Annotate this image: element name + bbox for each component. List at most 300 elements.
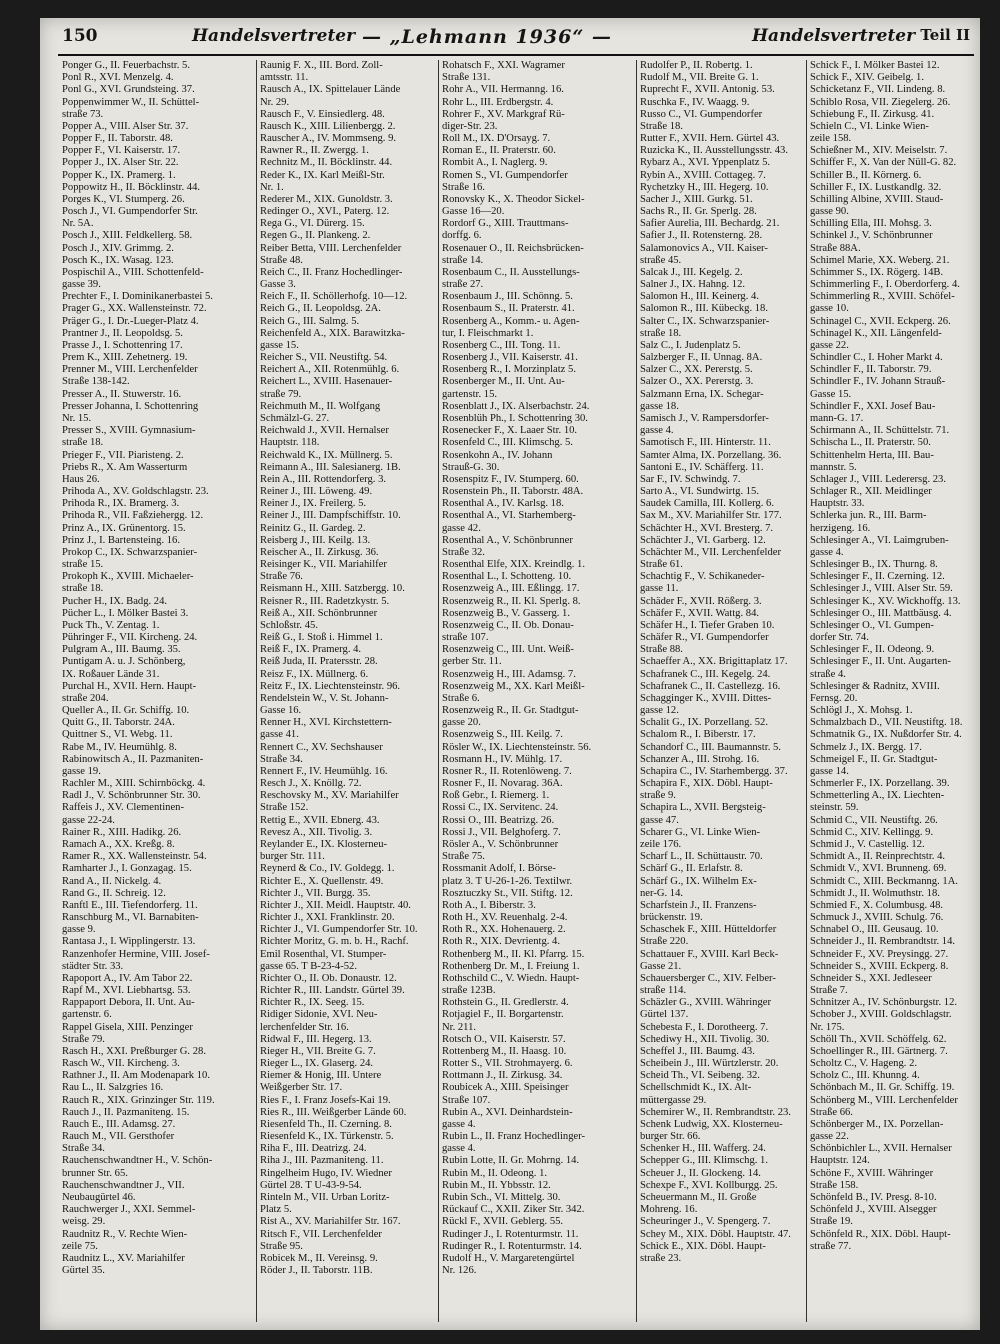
directory-entry-line: Rosenberg J., VII. Kaiserstr. 41. (442, 352, 578, 364)
section-title-right: Handelsvertreter (752, 26, 916, 46)
directory-entry-line: gasse 9. (62, 924, 96, 936)
directory-entry-line: Rosenfeld C., III. Klimschg. 5. (442, 437, 573, 449)
directory-entry-line: straße 18. (62, 583, 104, 595)
directory-entry-line: Prechter F., I. Dominikanerbastei 5. (62, 291, 213, 303)
directory-entry-line: Schenk Ludwig, XX. Klosterneu- (640, 1118, 783, 1130)
directory-entry-line: gasse 15. (260, 339, 299, 351)
directory-entry-line: Prenner M., VIII. Lerchenfelder (62, 364, 198, 376)
directory-entry-line: Schellschmidt K., IX. Alt- (640, 1082, 752, 1094)
directory-entry-line: Schmid C., VII. Neustiftg. 26. (810, 814, 938, 826)
directory-entry-line: Straße 107. (442, 1094, 491, 1106)
directory-entry-line: Renner H., XVI. Kirchstettern- (260, 717, 392, 729)
directory-entry-line: Schneider S., XXI. Jedleseer (810, 972, 932, 984)
directory-entry-line: Schiblo Rosa, VII. Ziegelerg. 26. (810, 96, 951, 108)
directory-entry-line: gasse 12. (640, 705, 679, 717)
directory-entry-line: Rückauf C., XXII. Ziker Str. 342. (442, 1204, 585, 1216)
directory-entry-line: Rohr A., VII. Hermanng. 16. (442, 84, 564, 96)
directory-entry-line: müttergasse 29. (640, 1094, 707, 1106)
directory-entry-line: Schlesinger A., VI. Laimgruben- (810, 534, 949, 546)
section-title-left: Handelsvertreter (192, 26, 356, 46)
directory-entry-line: Rawner R., II. Zwergg. 1. (260, 145, 369, 157)
directory-entry-line: Straße 32. (442, 546, 485, 558)
directory-entry-line: Röder J., II. Taborstr. 11B. (260, 1265, 373, 1277)
directory-entry-line: Schmelz J., IX. Bergg. 17. (810, 741, 922, 753)
directory-entry-line: Reisberg J., III. Keilg. 13. (260, 534, 371, 546)
directory-entry-line: Reiner J., III. Löweng. 49. (260, 486, 373, 498)
directory-entry-line: Rothenberg M., II. Kl. Pfarrg. 15. (442, 948, 585, 960)
directory-entry-line: gasse 20. (442, 717, 481, 729)
directory-entry-line: Rubin M., II. Ybbsstr. 12. (442, 1179, 551, 1191)
directory-entry-line: Puntigam A. u. J. Schönberg, (62, 656, 186, 668)
directory-entry-line: Rosenthal L., I. Schotteng. 10. (442, 571, 572, 583)
directory-column-2 (260, 60, 436, 1322)
column-divider (438, 60, 439, 1322)
directory-entry-line: Straße 220. (640, 936, 689, 948)
directory-entry-line: IX. Roßauer Lände 31. (62, 668, 160, 680)
directory-entry-line: Schindler F., IV. Johann Strauß- (810, 376, 946, 388)
directory-entry-line: Scheibein J., III. Würtzlerstr. 20. (640, 1058, 779, 1070)
directory-entry-line: Schiller F., IX. Lustkandlg. 32. (810, 181, 942, 193)
directory-entry-line: Gürtel 137. (640, 1009, 689, 1021)
directory-entry-line: brunner Str. 65. (62, 1167, 128, 1179)
directory-entry-line: straße 27. (442, 279, 484, 291)
directory-entry-line: Schober J., XVIII. Goldschlagstr. (810, 1009, 952, 1021)
directory-entry-line: Poppowitz H., II. Böcklinstr. 44. (62, 181, 201, 193)
directory-entry-line: straße 204. (62, 692, 109, 704)
directory-entry-line: Ruprecht F., XVII. Antonig. 53. (640, 84, 775, 96)
directory-entry-line: Präger G., I. Dr.-Lueger-Platz 4. (62, 315, 199, 327)
directory-entry-line: gasse 41. (260, 729, 299, 741)
directory-entry-line: Rosenbaum C., II. Ausstellungs- (442, 266, 580, 278)
directory-entry-line: Schimmerling F., I. Oberdorferg. 4. (810, 279, 960, 291)
directory-entry-line: Pucher H., IX. Badg. 24. (62, 595, 168, 607)
directory-entry-line: Riemer & Honig, III. Untere (260, 1070, 382, 1082)
directory-entry-line: Roß Gebr., I. Riemerg. 1. (442, 790, 550, 802)
directory-entry-line: Pulgram A., III. Baumg. 35. (62, 644, 181, 656)
directory-entry-line: Rubin L., II. Franz Hochedlinger- (442, 1131, 586, 1143)
directory-entry-line: Rutter F., XVII. Hern. Gürtel 43. (640, 133, 780, 145)
directory-entry-line: Salter C., IX. Schwarzspanier- (640, 315, 770, 327)
directory-entry-line: Schilling Albine, XVIII. Staud- (810, 193, 944, 205)
directory-entry-line: straße 79. (260, 388, 302, 400)
directory-entry-line: Schindler F., II. Taborstr. 79. (810, 364, 932, 376)
directory-entry-line: Reichwald K., IX. Müllnerg. 5. (260, 449, 393, 461)
directory-entry-line: brückenstr. 19. (640, 912, 703, 924)
directory-entry-line: Ridwal F., III. Hegerg. 13. (260, 1033, 372, 1045)
directory-entry-line: Raffeis J., XV. Clementinen- (62, 802, 185, 814)
directory-entry-line: Rau L., II. Salzgries 16. (62, 1082, 164, 1094)
directory-entry-line: Rosztuczky St., VII. Stiftg. 12. (442, 887, 573, 899)
directory-entry-line: Ruzicka K., II. Ausstellungsstr. 43. (640, 145, 789, 157)
directory-entry-line: Roth R., XX. Hohenauerg. 2. (442, 924, 566, 936)
directory-entry-line: gasse 4. (442, 1143, 476, 1155)
directory-entry-line: Rohr L., III. Erdbergstr. 4. (442, 96, 554, 108)
directory-entry-line: dorfer Str. 74. (810, 632, 869, 644)
directory-entry-line: Strauß-G. 30. (442, 461, 500, 473)
directory-entry-line: Reisz F., IX. Müllnerg. 6. (260, 668, 369, 680)
directory-entry-line: Pospischil A., VIII. Schottenfeld- (62, 266, 204, 278)
directory-entry-line: Riesenfeld Th., II. Czerning. 8. (260, 1118, 392, 1130)
directory-entry-line: Rückl F., XVII. Geblerg. 55. (442, 1216, 564, 1228)
directory-entry-line: Salzer O., XX. Pererstg. 3. (640, 376, 754, 388)
directory-entry-line: Nr. 175. (810, 1021, 845, 1033)
directory-entry-line: Salzer C., XX. Pererstg. 5. (640, 364, 753, 376)
directory-entry-line: Schenker H., III. Wafferg. 24. (640, 1143, 766, 1155)
directory-entry-line: Salamonovics A., VII. Kaiser- (640, 242, 768, 254)
directory-entry-line: Reichenfeld A., XIX. Barawitzka- (260, 327, 405, 339)
directory-entry-line: Rosenbaum J., III. Schönng. 5. (442, 291, 573, 303)
directory-entry-line: gartenstr. 15. (442, 388, 498, 400)
directory-entry-line: Reisinger K., VII. Mariahilfer (260, 559, 387, 571)
directory-entry-line: gasse 4. (442, 1118, 476, 1130)
directory-entry-line: Rand A., II. Nickelg. 4. (62, 875, 162, 887)
directory-entry-line: Schmidt J., II. Wolmuthstr. 18. (810, 887, 940, 899)
directory-entry-line: Rossi C., IX. Servitenc. 24. (442, 802, 559, 814)
directory-entry-line: Schagginger K., XVIII. Dittes- (640, 692, 772, 704)
directory-entry-line: Rosenzweig M., XX. Karl Meißl- (442, 680, 585, 692)
directory-entry-line: Rottmann J., II. Zirkusg. 34. (442, 1070, 563, 1082)
directory-entry-line: Redinger O., XVI., Paterg. 12. (260, 206, 390, 218)
part-label: Teil II (920, 26, 970, 44)
directory-entry-line: Rosenspitz F., IV. Stumperg. 60. (442, 473, 579, 485)
directory-entry-line: Rist A., XV. Mariahilfer Str. 167. (260, 1216, 401, 1228)
directory-entry-line: Rennert C., XV. Sechshauser (260, 741, 383, 753)
directory-entry-line: Ponger G., II. Feuerbachstr. 5. (62, 60, 190, 71)
directory-entry-line: Reisner R., III. Radetzkystr. 5. (260, 595, 390, 607)
directory-entry-line: Schächter H., XVI. Bresterg. 7. (640, 522, 774, 534)
directory-entry-line: straße 23. (640, 1252, 682, 1264)
directory-entry-line: burger Str. 111. (260, 851, 325, 863)
directory-entry-line: Prokoph K., XVIII. Michaeler- (62, 571, 194, 583)
directory-entry-line: Richter J., XII. Meidl. Hauptstr. 40. (260, 899, 411, 911)
directory-entry-line: Schimel Marie, XX. Weberg. 21. (810, 254, 950, 266)
directory-entry-line: Schneider F., XV. Preysingg. 27. (810, 948, 949, 960)
column-divider (256, 60, 257, 1322)
directory-entry-line: Schmuck J., XVIII. Schulg. 76. (810, 912, 944, 924)
directory-entry-line: Salzberger F., II. Unnag. 8A. (640, 352, 763, 364)
directory-entry-line: Schärf G., IX. Wilhelm Ex- (640, 875, 757, 887)
directory-entry-line: steinstr. 59. (810, 802, 859, 814)
directory-entry-line: Rapoport A., IV. Am Tabor 22. (62, 972, 193, 984)
directory-entry-line: Rauscher A., IV. Mommseng. 9. (260, 133, 397, 145)
directory-entry-line: Prieger F., VII. Piaristeng. 2. (62, 449, 184, 461)
directory-entry-line: Schmetterling A., IX. Liechten- (810, 790, 945, 802)
directory-entry-line: Schediwy H., XII. Tivolig. 30. (640, 1033, 770, 1045)
directory-entry-line: Puck Th., V. Zentag. 1. (62, 619, 160, 631)
directory-entry-line: Gasse 15. (810, 388, 852, 400)
directory-entry-line: Reylander E., IX. Klosterneu- (260, 839, 388, 850)
directory-entry-line: Schindler F., XXI. Josef Bau- (810, 400, 936, 412)
directory-entry-line: mann-G. 17. (810, 412, 864, 424)
directory-entry-line: diger-Str. 23. (442, 120, 498, 132)
directory-entry-line: Gasse 21. (640, 960, 682, 972)
directory-entry-line: Schnitzer A., IV. Schönburgstr. 12. (810, 997, 958, 1009)
directory-entry-line: Rauch R., XIX. Grinzinger Str. 119. (62, 1094, 215, 1106)
directory-entry-line: Rosenzweig H., III. Adamsg. 7. (442, 668, 576, 680)
directory-entry-line: Richter O., II. Ob. Donaustr. 12. (260, 972, 397, 984)
directory-entry-line: Rossmanit Adolf, I. Börse- (442, 863, 556, 875)
directory-entry-line: Rohatsch F., XXI. Wagramer (442, 60, 565, 71)
directory-entry-line: Schlögl J., X. Mohsg. 1. (810, 705, 913, 717)
directory-entry-line: Rosenthal A., IV. Karlsg. 18. (442, 498, 564, 510)
directory-entry-line: Schafranek C., III. Kegelg. 24. (640, 668, 771, 680)
directory-entry-line: Schalit G., IX. Porzellang. 52. (640, 717, 768, 729)
directory-entry-line: Popper F., VI. Kaiserstr. 17. (62, 145, 181, 157)
directory-entry-line: Rubin Lotte, II. Gr. Mohrng. 14. (442, 1155, 580, 1167)
directory-entry-line: Reichert A., XII. Rotenmühlg. 6. (260, 364, 400, 376)
directory-entry-line: Ries F., I. Franz Josefs-Kai 19. (260, 1094, 391, 1106)
directory-entry-line: Schapira F., XIX. Döbl. Haupt- (640, 778, 773, 790)
directory-entry-line: Ramach A., XX. Kreßg. 8. (62, 839, 175, 850)
directory-entry-line: Rosenberger M., II. Unt. Au- (442, 376, 565, 388)
directory-entry-line: Hauptstr. 124. (810, 1155, 870, 1167)
directory-entry-line: Scheid Th., VI. Seibeng. 32. (640, 1070, 760, 1082)
directory-entry-line: Schlager R., XII. Meidlinger (810, 486, 932, 498)
directory-entry-line: Nr. 126. (442, 1265, 477, 1277)
directory-entry-line: Rudinger J., I. Rotenturmstr. 11. (442, 1228, 579, 1240)
directory-entry-line: Schmied F., X. Columbusg. 48. (810, 899, 944, 911)
directory-entry-line: Reich G., III. Salmg. 5. (260, 315, 360, 327)
directory-entry-line: Reich F., II. Schöllerhofg. 10—12. (260, 291, 408, 303)
directory-entry-line: Scharer G., VI. Linke Wien- (640, 826, 761, 838)
directory-entry-line: gasse 47. (640, 814, 679, 826)
directory-entry-line: Ronovsky K., X. Theodor Sickel- (442, 193, 585, 205)
directory-entry-line: Rasch W., VII. Kircheng. 3. (62, 1058, 180, 1070)
directory-entry-line: Rappaport Debora, II. Unt. Au- (62, 997, 195, 1009)
directory-entry-line: Rosenzweig S., III. Keilg. 7. (442, 729, 563, 741)
directory-entry-line: Popper F., II. Taborstr. 48. (62, 133, 173, 145)
directory-entry-line: Ponl G., XVI. Grundsteing. 37. (62, 84, 195, 96)
directory-column-3 (442, 60, 634, 1322)
directory-entry-line: Revesz A., XII. Tivolig. 3. (260, 826, 373, 838)
directory-entry-line: Schemirer W., II. Rembrandtstr. 23. (640, 1106, 791, 1118)
directory-entry-line: Rosenzweig C., II. Ob. Donau- (442, 619, 574, 631)
directory-entry-line: Rauchwerger J., XXI. Semmel- (62, 1204, 196, 1216)
directory-entry-line: Reiber Betta, VIII. Lerchenfelder (260, 242, 402, 254)
directory-entry-line: Straße 88A. (810, 242, 861, 254)
directory-entry-line: Prantner J., II. Leopoldsg. 5. (62, 327, 183, 339)
directory-entry-line: Quitt G., II. Taborstr. 24A. (62, 717, 175, 729)
directory-entry-line: Reischer A., II. Zirkusg. 36. (260, 546, 379, 558)
directory-entry-line: Priebs R., X. Am Wasserturm (62, 461, 188, 473)
directory-entry-line: Schinagel K., XII. Längenfeld- (810, 327, 942, 339)
directory-entry-line: Richter J., VII. Burgg. 35. (260, 887, 371, 899)
directory-entry-line: gasse 39. (62, 279, 101, 291)
directory-entry-line: Rosenthal Elfe, XIX. Kreindlg. 1. (442, 559, 585, 571)
directory-entry-line: Emil Rosenthal, VI. Stumper- (260, 948, 387, 960)
directory-entry-line: Schlager J., VIII. Lederersg. 23. (810, 473, 947, 485)
directory-entry-line: tur, I. Fleischmarkt 1. (442, 327, 534, 339)
directory-entry-line: Rappel Gisela, XIII. Penzinger (62, 1021, 193, 1033)
directory-entry-line: Schick F., XIV. Geibelg. 1. (810, 72, 925, 84)
directory-entry-line: Rauch M., VII. Gersthofer (62, 1131, 175, 1143)
directory-entry-line: Prinz A., IX. Grünentorg. 15. (62, 522, 186, 534)
column-divider (806, 60, 807, 1322)
directory-entry-line: amtsstr. 11. (260, 72, 309, 84)
directory-entry-line: Schexpe F., XVI. Kollburgg. 25. (640, 1179, 778, 1191)
directory-entry-line: Raudnitz L., XV. Mariahilfer (62, 1252, 185, 1264)
directory-entry-line: gasse 22. (810, 1131, 849, 1143)
directory-entry-line: Straße 16. (442, 181, 485, 193)
directory-entry-line: Rudolf M., VII. Breite G. 1. (640, 72, 759, 84)
directory-entry-line: Schäzler G., XVIII. Währinger (640, 997, 771, 1009)
directory-entry-line: Prasse J., I. Schottenring 17. (62, 339, 183, 351)
directory-entry-line: Schönberg M., VIII. Lerchenfelder (810, 1094, 958, 1106)
directory-entry-line: Prokop C., IX. Schwarzspanier- (62, 546, 198, 558)
directory-entry-line: Richter R., IX. Seeg. 15. (260, 997, 365, 1009)
directory-entry-line: Hauptstr. 118. (260, 437, 320, 449)
directory-entry-line: Salner J., IX. Hahng. 12. (640, 279, 746, 291)
directory-entry-line: Rosenzweig R., II. Gr. Stadtgut- (442, 705, 579, 717)
directory-entry-line: Schönfeld B., IV. Presg. 8-10. (810, 1191, 937, 1203)
directory-entry-line: straße 9. (640, 790, 676, 802)
directory-entry-line: dorffg. 6. (442, 230, 482, 242)
directory-entry-line: Rein A., III. Rottendorferg. 3. (260, 473, 387, 485)
directory-entry-line: Schmeigel F., II. Gr. Stadtgut- (810, 753, 938, 765)
directory-entry-line: Rieger L., IX. Glaserg. 24. (260, 1058, 374, 1070)
directory-entry-line: Resch J., X. Knöllg. 72. (260, 778, 362, 790)
directory-entry-line: Roman E., II. Praterstr. 60. (442, 145, 556, 157)
directory-entry-line: Schaeffer A., XX. Brigittaplatz 17. (640, 656, 788, 668)
directory-entry-line: Nr. 15. (62, 412, 92, 424)
directory-entry-line: Porges K., VI. Stumperg. 26. (62, 193, 185, 205)
directory-entry-line: Schlesinger J., VIII. Alser Str. 59. (810, 583, 953, 595)
directory-entry-line: Nr. 29. (260, 96, 290, 108)
directory-entry-line: Schmid J., V. Castellig. 12. (810, 839, 925, 850)
directory-entry-line: Schmatnik G., IX. Nußdorfer Str. 4. (810, 729, 962, 741)
directory-entry-line: Rathner J., II. Am Modenapark 10. (62, 1070, 210, 1082)
directory-entry-line: Schinagel C., XVII. Eckperg. 26. (810, 315, 951, 327)
directory-entry-line: Radl J., V. Schönbrunner Str. 30. (62, 790, 201, 802)
directory-entry-line: Poppenwimmer W., II. Schüttel- (62, 96, 200, 108)
directory-entry-line: Schmidt C., XIII. Beckmanng. 1A. (810, 875, 958, 887)
directory-entry-line: Schapira L., XVII. Bergsteig- (640, 802, 766, 814)
directory-entry-line: Schafranek C., II. Castellezg. 16. (640, 680, 781, 692)
directory-entry-line: Schauersberger C., XIV. Felber- (640, 972, 776, 984)
directory-entry-line: Popper K., IX. Pramerg. 1. (62, 169, 176, 181)
directory-entry-line: Gasse 16—20. (442, 206, 505, 218)
directory-entry-line: Schachtig F., V. Schikaneder- (640, 571, 765, 583)
directory-entry-line: Schärf G., II. Erlafstr. 8. (640, 863, 743, 875)
directory-entry-line: Reiß Juda, II. Pratersstr. 28. (260, 656, 378, 668)
directory-entry-line: Rausch A., IX. Spittelauer Lände (260, 84, 401, 96)
directory-entry-line: Nr. 211. (442, 1021, 477, 1033)
directory-entry-line: Ranzenhofer Hermine, VIII. Josef- (62, 948, 210, 960)
directory-entry-line: Schlesinger F., II. Odeong. 9. (810, 644, 935, 656)
directory-entry-line: Rordorf G., XIII. Trauttmans- (442, 218, 569, 230)
directory-entry-line: Rychetzky H., III. Hegerg. 10. (640, 181, 769, 193)
directory-entry-line: Rosenberg R., I. Morzinplatz 5. (442, 364, 576, 376)
directory-entry-line: Roll M., IX. D'Orsayg. 7. (442, 133, 551, 145)
directory-entry-line: Schöll Th., XVII. Schöffelg. 62. (810, 1033, 947, 1045)
directory-entry-line: Reinitz G., II. Gardeg. 2. (260, 522, 366, 534)
directory-entry-line: Schmid C., XIV. Kellingg. 9. (810, 826, 934, 838)
directory-entry-line: straße 15. (62, 559, 104, 571)
directory-entry-line: Ringelheim Hugo, IV. Wiedner (260, 1167, 392, 1179)
directory-entry-line: Schäfer H., I. Tiefer Graben 10. (640, 619, 775, 631)
directory-entry-line: Rudolf H., V. Margaretengürtel (442, 1252, 575, 1264)
directory-entry-line: Ritsch F., VII. Lerchenfelder (260, 1228, 382, 1240)
directory-entry-line: Schick F., I. Mölker Bastei 12. (810, 60, 940, 71)
directory-entry-line: Hauptstr. 33. (810, 498, 865, 510)
directory-entry-line: Straße 88. (640, 644, 683, 656)
directory-entry-line: Prager G., XX. Wallensteinstr. 72. (62, 303, 207, 315)
directory-entry-line: Reynerd & Co., IV. Goldegg. 1. (260, 863, 395, 875)
directory-entry-line: Schäfer R., VI. Gumpendorfer (640, 632, 769, 644)
directory-entry-line: Russo C., VI. Gumpendorfer (640, 108, 763, 120)
directory-entry-line: Rösler A., V. Schönbrunner (442, 839, 559, 850)
directory-entry-line: Prihoda A., XV. Goldschlagstr. 23. (62, 486, 209, 498)
directory-entry-line: Nr. 1. (260, 181, 284, 193)
directory-entry-line: Rosner F., II. Novarag. 36A. (442, 778, 563, 790)
directory-entry-line: straße 77. (810, 1240, 852, 1252)
directory-entry-line: Schittenhelm Herta, III. Bau- (810, 449, 934, 461)
directory-entry-line: Presser A., II. Stuwerstr. 16. (62, 388, 182, 400)
directory-entry-line: Samter Alma, IX. Porzellang. 36. (640, 449, 782, 461)
directory-entry-line: Rottenberg M., II. Haasg. 10. (442, 1045, 567, 1057)
directory-entry-line: Rauchenschwandtner J., VII. (62, 1179, 185, 1191)
directory-entry-line: Ranschburg M., VI. Barnabiten- (62, 912, 199, 924)
directory-entry-line: Rosenkohn A., IV. Johann (442, 449, 553, 461)
directory-entry-line: Schmerler F., IX. Porzellang. 39. (810, 778, 950, 790)
directory-entry-line: Straße 7. (810, 985, 848, 997)
directory-entry-line: Rausch K., XIII. Lilienbergg. 2. (260, 120, 396, 132)
directory-entry-line: Straße 66. (810, 1106, 853, 1118)
directory-entry-line: Rudolfer P., II. Robertg. 1. (640, 60, 753, 71)
directory-entry-line: Scholz C., III. Khunng. 4. (810, 1070, 920, 1082)
directory-entry-line: Rauch E., III. Adamsg. 27. (62, 1118, 176, 1130)
directory-entry-line: Scheuermann M., II. Große (640, 1191, 757, 1203)
directory-entry-line: Reicher S., VII. Neustiftg. 54. (260, 352, 388, 364)
page-number: 150 (62, 26, 98, 46)
directory-entry-line: Schischa L., II. Praterstr. 50. (810, 437, 931, 449)
directory-entry-line: Schmidt V., XVI. Brunneng. 69. (810, 863, 947, 875)
directory-entry-line: Pücher L., I. Mölker Bastei 3. (62, 607, 189, 619)
directory-entry-line: Regen G., II. Plankeng. 2. (260, 230, 371, 242)
directory-entry-line: Straße 158. (810, 1179, 859, 1191)
directory-entry-line: Schloßstr. 45. (260, 619, 318, 631)
directory-entry-line: Rubin Sch., VI. Mittelg. 30. (442, 1191, 561, 1203)
directory-entry-line: Schiebung F., II. Zirkusg. 41. (810, 108, 935, 120)
directory-entry-line: zeile 176. (640, 839, 682, 850)
directory-entry-line: Safier J., II. Rotensterng. 28. (640, 230, 763, 242)
directory-entry-line: Richter R., III. Landstr. Gürtel 39. (260, 985, 405, 997)
directory-entry-line: Reismann H., XIII. Satzbergg. 10. (260, 583, 405, 595)
directory-entry-line: zeile 75. (62, 1240, 98, 1252)
directory-entry-line: Schaschek F., XIII. Hütteldorfer (640, 924, 777, 936)
directory-entry-line: Pühringer F., VII. Kircheng. 24. (62, 632, 198, 644)
directory-entry-line: Reiß G., I. Stoß i. Himmel 1. (260, 632, 383, 644)
directory-entry-line: Rösler W., IX. Liechtensteinstr. 56. (442, 741, 592, 753)
directory-entry-line: Rotsch O., VII. Kaiserstr. 57. (442, 1033, 566, 1045)
directory-entry-line: Popper J., IX. Alser Str. 22. (62, 157, 179, 169)
directory-entry-line: Rothstein G., II. Gredlerstr. 4. (442, 997, 569, 1009)
directory-entry-line: Rosmann H., IV. Mühlg. 17. (442, 753, 563, 765)
directory-entry-line: Prem K., XIII. Zehetnerg. 19. (62, 352, 188, 364)
directory-entry-line: Gürtel 28. T U-43-9-54. (260, 1179, 362, 1191)
directory-entry-line: Reichert L., XVIII. Hasenauer- (260, 376, 393, 388)
directory-entry-line: Safier Aurelia, III. Bechardg. 21. (640, 218, 780, 230)
directory-entry-line: gasse 11. (640, 583, 679, 595)
directory-entry-line: Straße 34. (62, 1143, 105, 1155)
directory-entry-line: Rachler M., XIII. Schirnböckg. 4. (62, 778, 206, 790)
directory-entry-line: gasse 19. (62, 765, 101, 777)
directory-entry-line: Rechnitz M., II. Böcklinstr. 44. (260, 157, 393, 169)
directory-entry-line: Salomon H., III. Keinerg. 4. (640, 291, 759, 303)
directory-entry-line: Schönfeld R., XIX. Döbl. Haupt- (810, 1228, 951, 1240)
directory-entry-line: Schiller B., II. Körnerg. 6. (810, 169, 922, 181)
directory-page (40, 18, 980, 1330)
